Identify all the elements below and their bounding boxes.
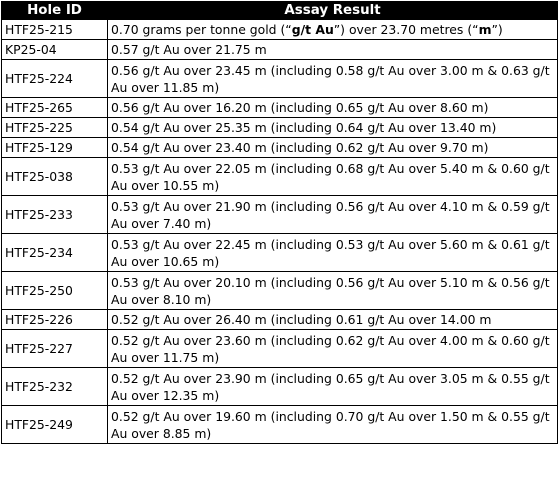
hole-id-cell: HTF25-227 bbox=[2, 330, 108, 368]
unit-abbreviation-bold: m bbox=[478, 22, 492, 37]
assay-result-cell: 0.53 g/t Au over 20.10 m (including 0.56 g/t Au over 5.10 m & 0.56 g/t Au over 8.10 m) bbox=[108, 272, 558, 310]
hole-id-cell: HTF25-234 bbox=[2, 234, 108, 272]
hole-id-cell: HTF25-129 bbox=[2, 138, 108, 158]
assay-result-text: ”) over 23.70 metres (“ bbox=[333, 22, 479, 37]
table-row bbox=[2, 330, 558, 368]
assay-result-cell: 0.52 g/t Au over 19.60 m (including 0.70 g/t Au over 1.50 m & 0.55 g/t Au over 8.85 m) bbox=[108, 406, 558, 444]
hole-id-cell: HTF25-232 bbox=[2, 368, 108, 406]
table-row bbox=[2, 196, 558, 234]
assay-results-table bbox=[1, 1, 558, 444]
assay-result-cell: 0.56 g/t Au over 16.20 m (including 0.65 g/t Au over 8.60 m) bbox=[108, 98, 558, 118]
table-row bbox=[2, 310, 558, 330]
assay-result-cell: 0.54 g/t Au over 23.40 m (including 0.62 g/t Au over 9.70 m) bbox=[108, 138, 558, 158]
table-row bbox=[2, 20, 558, 40]
table-row bbox=[2, 406, 558, 444]
assay-result-cell: 0.53 g/t Au over 22.05 m (including 0.68 g/t Au over 5.40 m & 0.60 g/t Au over 10.55 m) bbox=[108, 158, 558, 196]
hole-id-cell: KP25-04 bbox=[2, 40, 108, 60]
assay-result-text: 0.70 grams per tonne gold (“ bbox=[111, 22, 292, 37]
assay-result-header: Assay Result bbox=[108, 2, 558, 20]
assay-result-text: ”) bbox=[491, 22, 503, 37]
assay-result-cell: 0.56 g/t Au over 23.45 m (including 0.58 g/t Au over 3.00 m & 0.63 g/t Au over 11.85 m) bbox=[108, 60, 558, 98]
table-row bbox=[2, 272, 558, 310]
assay-result-cell: 0.52 g/t Au over 23.90 m (including 0.65 g/t Au over 3.05 m & 0.55 g/t Au over 12.35 m) bbox=[108, 368, 558, 406]
hole-id-cell: HTF25-250 bbox=[2, 272, 108, 310]
hole-id-cell: HTF25-215 bbox=[2, 20, 108, 40]
table-row bbox=[2, 138, 558, 158]
table-row bbox=[2, 60, 558, 98]
table-header-row bbox=[2, 2, 558, 20]
hole-id-cell: HTF25-233 bbox=[2, 196, 108, 234]
hole-id-cell: HTF25-224 bbox=[2, 60, 108, 98]
assay-result-cell: 0.53 g/t Au over 22.45 m (including 0.53 g/t Au over 5.60 m & 0.61 g/t Au over 10.65 m) bbox=[108, 234, 558, 272]
hole-id-cell: HTF25-265 bbox=[2, 98, 108, 118]
hole-id-cell: HTF25-225 bbox=[2, 118, 108, 138]
table-row bbox=[2, 40, 558, 60]
table-row bbox=[2, 158, 558, 196]
hole-id-cell: HTF25-249 bbox=[2, 406, 108, 444]
hole-id-cell: HTF25-038 bbox=[2, 158, 108, 196]
table-row bbox=[2, 98, 558, 118]
table-row bbox=[2, 368, 558, 406]
table-row bbox=[2, 234, 558, 272]
hole-id-cell: HTF25-226 bbox=[2, 310, 108, 330]
table-row bbox=[2, 118, 558, 138]
assay-result-cell: 0.52 g/t Au over 26.40 m (including 0.61 g/t Au over 14.00 m bbox=[108, 310, 558, 330]
assay-result-cell: 0.54 g/t Au over 25.35 m (including 0.64 g/t Au over 13.40 m) bbox=[108, 118, 558, 138]
hole-id-header: Hole ID bbox=[2, 2, 108, 20]
assay-result-cell: 0.53 g/t Au over 21.90 m (including 0.56 g/t Au over 4.10 m & 0.59 g/t Au over 7.40 m) bbox=[108, 196, 558, 234]
assay-result-cell bbox=[108, 20, 558, 40]
unit-abbreviation-bold: g/t Au bbox=[291, 22, 334, 37]
assay-result-cell: 0.52 g/t Au over 23.60 m (including 0.62 g/t Au over 4.00 m & 0.60 g/t Au over 11.75 m) bbox=[108, 330, 558, 368]
assay-result-cell: 0.57 g/t Au over 21.75 m bbox=[108, 40, 558, 60]
